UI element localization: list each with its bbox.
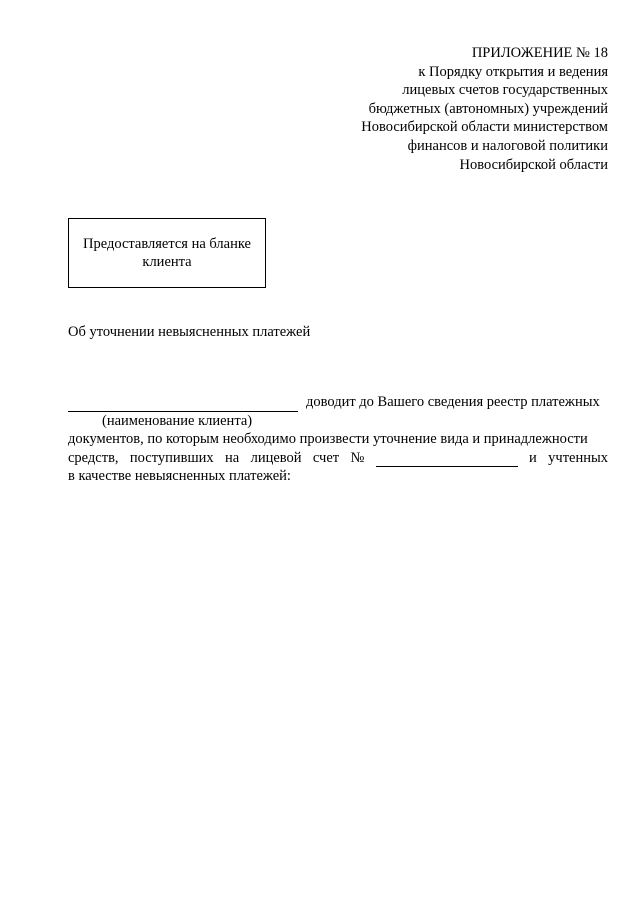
body-word: лицевой xyxy=(250,449,302,466)
client-letterhead-box xyxy=(68,218,266,288)
appendix-title: ПРИЛОЖЕНИЕ № 18 xyxy=(471,45,608,61)
body-word: счет xyxy=(312,449,340,466)
appendix-line: к Порядку открытия и ведения xyxy=(418,63,608,80)
body-line-2: документов, по которым необходимо произвести уточнение вида и принадлежности xyxy=(68,431,588,447)
body-word: учтенных xyxy=(548,449,608,466)
appendix-line: Новосибирской области xyxy=(459,156,608,173)
letterhead-box-line: клиента xyxy=(142,254,192,270)
body-word: № xyxy=(350,449,365,466)
body-word: поступивших xyxy=(129,449,214,466)
body-word: средств, xyxy=(68,449,119,466)
body-line-1 xyxy=(68,393,608,412)
account-number-blank[interactable] xyxy=(376,452,518,467)
document-body xyxy=(68,393,608,486)
document-subject: Об уточнении невыясненных платежей xyxy=(68,324,311,340)
appendix-line: Новосибирской области министерством xyxy=(361,119,608,136)
appendix-line: финансов и налоговой политики xyxy=(407,137,608,154)
appendix-header xyxy=(278,44,608,174)
client-name-hint: (наименование клиента) xyxy=(102,412,253,429)
client-name-blank[interactable] xyxy=(68,397,298,412)
body-line-3 xyxy=(68,449,608,468)
letterhead-box-line: Предоставляется на бланке xyxy=(83,236,251,252)
body-word: на xyxy=(225,449,240,466)
appendix-line: лицевых счетов государственных xyxy=(402,82,608,99)
body-line-4: в качестве невыясненных платежей: xyxy=(68,468,291,484)
body-word: и xyxy=(529,449,537,466)
appendix-line: бюджетных (автономных) учреждений xyxy=(368,100,608,117)
body-text-fragment: доводит до Вашего сведения реестр платежных xyxy=(306,394,600,410)
